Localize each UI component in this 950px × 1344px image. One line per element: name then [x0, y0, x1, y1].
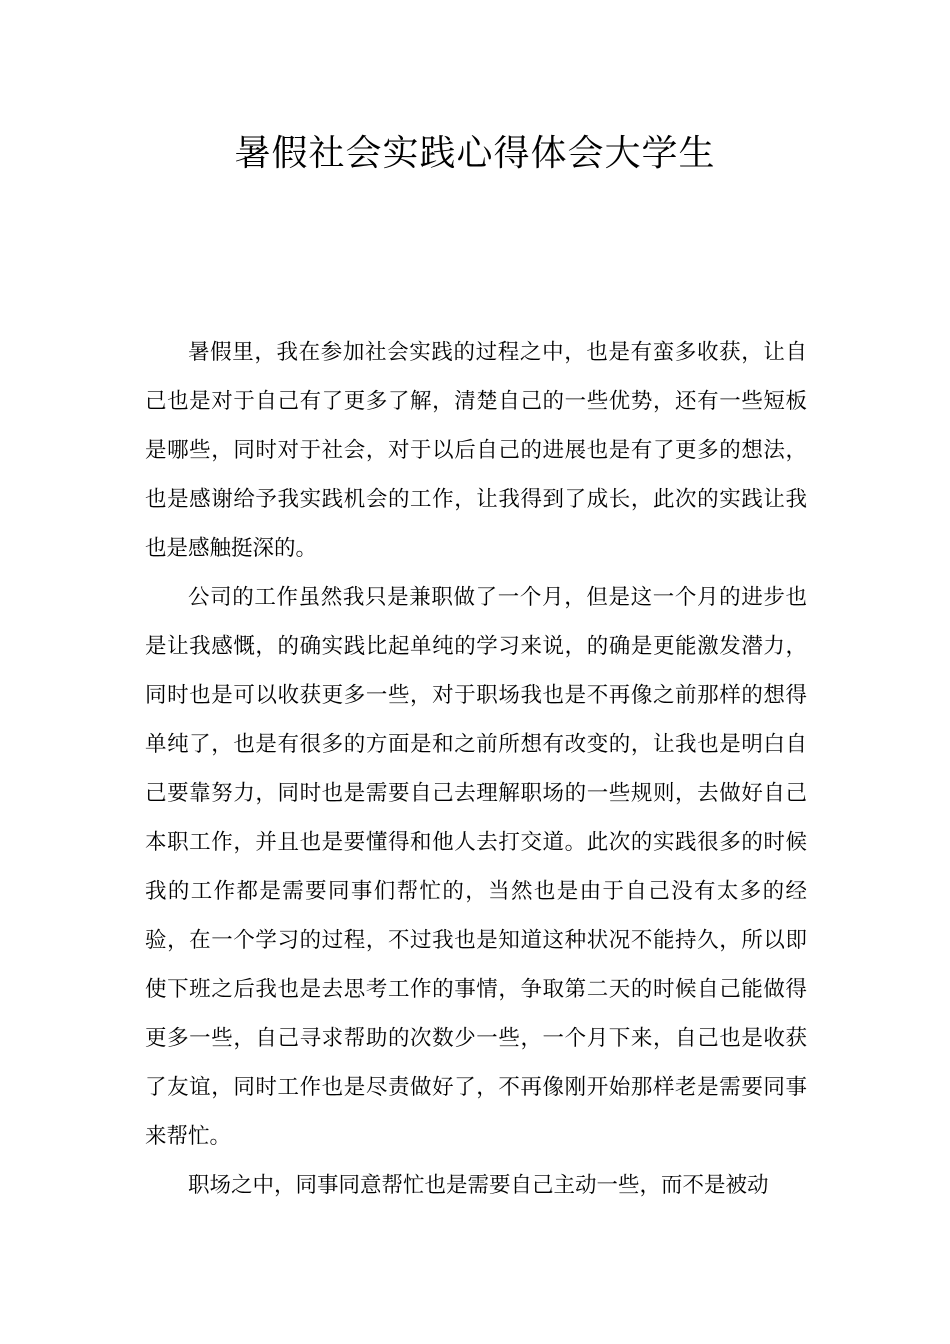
document-title: 暑假社会实践心得体会大学生	[234, 133, 716, 174]
document-body	[145, 328, 807, 1210]
paragraph-3: 职场之中，同事同意帮忙也是需要自己主动一些，而不是被动	[188, 1173, 769, 1198]
paragraph-1: 暑假里，我在参加社会实践的过程之中，也是有蛮多收获，让自己也是对于自己有了更多了解，清楚自己的一些优势，还有一些短板是哪些，同时对于社会，对于以后自己的进展也是有了更多的想法，也是感谢给予我实践机会的工作，让我得到了成长，此次的实践让我也是感触挺深的。	[145, 340, 807, 561]
paragraph-2: 公司的工作虽然我只是兼职做了一个月，但是这一个月的进步也是让我感慨，的确实践比起单纯的学习来说，的确是更能激发潜力，同时也是可以收获更多一些，对于职场我也是不再像之前那样的想得单纯了，也是有很多的方面是和之前所想有改变的，让我也是明白自己要靠努力，同时也是需要自己去理解职场的一些规则，去做好自己本职工作，并且也是要懂得和他人去打交道。此次的实践很多的时候我的工作都是需要同事们帮忙的，当然也是由于自己没有太多的经验，在一个学习的过程，不过我也是知道这种状况不能持久，所以即使下班之后我也是去思考工作的事情，争取第二天的时候自己能做得更多一些，自己寻求帮助的次数少一些，一个月下来，自己也是收获了友谊，同时工作也是尽责做好了，不再像刚开始那样老是需要同事来帮忙。	[145, 585, 807, 1149]
